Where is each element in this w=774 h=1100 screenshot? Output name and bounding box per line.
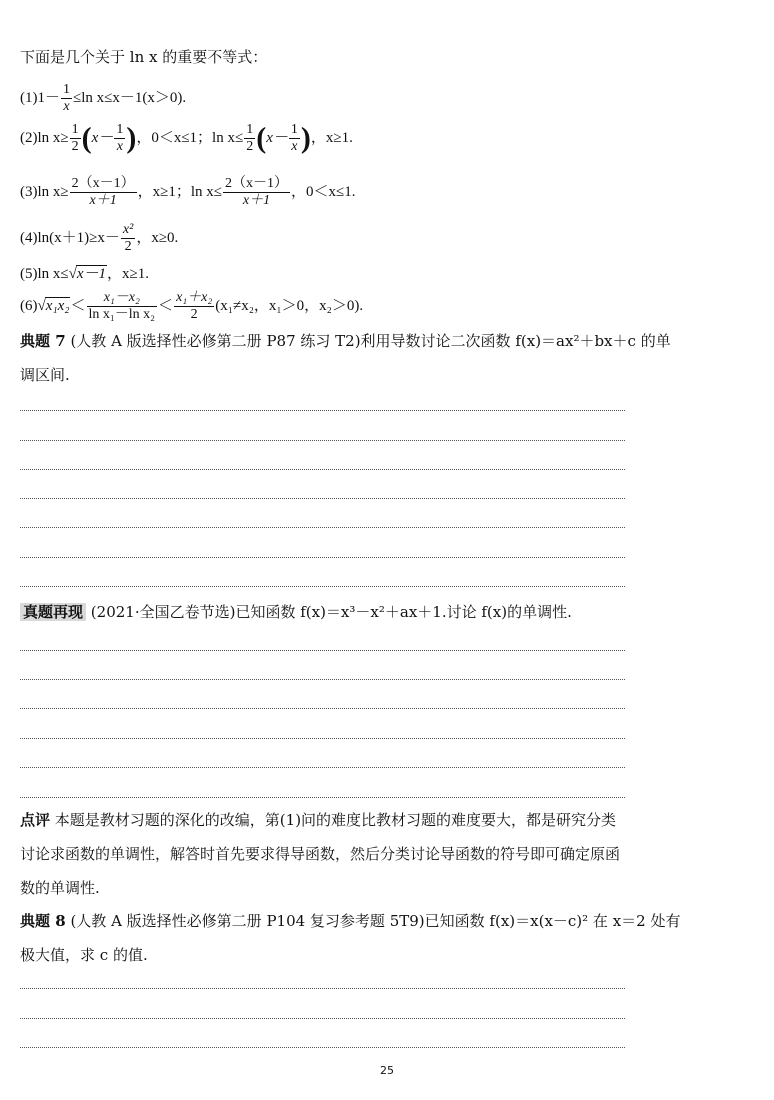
ineq-3-fraction-b xyxy=(223,176,290,209)
ineq-2-mid: ，0＜x≤1；ln x≤ xyxy=(136,129,244,146)
ineq-2-lead: (2)ln x≥ xyxy=(20,129,69,146)
paren-content: x－ xyxy=(91,129,114,146)
ineq-2-fraction-b xyxy=(114,122,125,155)
frac-num: x₁＋x₂ xyxy=(176,290,213,305)
ineq-5-lead: (5)ln x≤ xyxy=(20,266,69,282)
frac-num: 2（x－1） xyxy=(71,176,135,191)
frac-den: x＋1 xyxy=(242,193,271,208)
ineq-3-fraction-a xyxy=(70,176,137,209)
real-exam xyxy=(20,601,572,622)
answer-line[interactable] xyxy=(20,679,625,680)
frac-num: 2（x－1） xyxy=(225,176,289,191)
real-exam-label: 真题再现 xyxy=(20,603,86,621)
example-7-text-2: 调区间. xyxy=(20,366,70,384)
ineq-4-tail: ，x≥0. xyxy=(136,229,179,246)
right-paren: ) xyxy=(126,121,137,155)
frac-den: x xyxy=(63,99,70,114)
inequality-4 xyxy=(20,222,178,255)
ineq-6-fraction-a xyxy=(87,290,158,323)
inequality-6 xyxy=(20,290,363,323)
inequality-1 xyxy=(20,82,186,115)
frac-num: 1 xyxy=(63,82,70,97)
answer-line[interactable] xyxy=(20,527,625,528)
answer-line[interactable] xyxy=(20,440,625,441)
answer-line[interactable] xyxy=(20,469,625,470)
ineq-2-tail: ，x≥1. xyxy=(310,129,353,146)
frac-den: x＋1 xyxy=(89,193,117,208)
ineq-3-tail: ，0＜x≤1. xyxy=(291,183,356,200)
comment-text-3: 数的单调性. xyxy=(20,879,100,897)
frac-den: 2 xyxy=(71,139,79,154)
ineq-3-mid: ，x≥1；ln x≤ xyxy=(137,183,223,200)
example-8 xyxy=(20,904,700,972)
less-than: ＜ xyxy=(158,297,174,314)
less-than: ＜ xyxy=(70,297,86,314)
frac-den: ln x₁－ln x₂ xyxy=(88,307,156,322)
frac-den: x xyxy=(291,139,298,154)
answer-line[interactable] xyxy=(20,650,625,651)
answer-line[interactable] xyxy=(20,708,625,709)
example-8-text-1: (人教 A 版选择性必修第二册 P104 复习参考题 5T9)已知函数 f(x)＝x(x－c)² 在 x＝2 处有 xyxy=(70,912,681,930)
example-7 xyxy=(20,324,700,392)
paren-content: x－ xyxy=(266,129,288,146)
answer-line[interactable] xyxy=(20,797,625,798)
example-8-text-2: 极大值，求 c 的值. xyxy=(20,946,148,964)
answer-line[interactable] xyxy=(20,988,625,989)
page-number: 25 xyxy=(380,1064,394,1077)
comment-text-2: 讨论求函数的单调性，解答时首先要求得导函数，然后分类讨论导函数的符号即可确定原函 xyxy=(20,845,621,863)
frac-den: x xyxy=(116,139,123,154)
example-7-label: 典题 7 xyxy=(20,332,66,350)
comment xyxy=(20,803,700,905)
frac-den: 2 xyxy=(124,239,132,254)
ineq-6-tail: (x₁≠x₂，x₁＞0，x₂＞0). xyxy=(215,297,364,314)
sqrt-content: x－1 xyxy=(76,266,107,282)
left-paren: ( xyxy=(256,121,267,155)
sqrt-sign: √ xyxy=(37,297,46,314)
ineq-4-fraction xyxy=(121,222,135,255)
ineq-1-tail: ≤ln x≤x－1(x＞0). xyxy=(73,89,187,106)
frac-num: 1 xyxy=(71,122,79,137)
frac-num: 1 xyxy=(290,122,298,137)
inequality-2 xyxy=(20,122,353,155)
ineq-5-tail: ，x≥1. xyxy=(107,266,150,282)
sqrt-sign: √ xyxy=(68,266,77,282)
frac-num: 1 xyxy=(246,122,254,137)
ineq-2-fraction-a xyxy=(70,122,81,155)
answer-line[interactable] xyxy=(20,1047,625,1048)
frac-den: 2 xyxy=(246,139,254,154)
left-paren: ( xyxy=(81,121,92,155)
ineq-3-lead: (3)ln x≥ xyxy=(20,183,69,200)
example-8-label: 典题 8 xyxy=(20,912,66,930)
frac-num: x₁－x₂ xyxy=(87,290,158,307)
answer-line[interactable] xyxy=(20,738,625,739)
answer-line[interactable] xyxy=(20,557,625,558)
ineq-2-fraction-c xyxy=(244,122,255,155)
ineq-1-lead: (1)1－ xyxy=(20,89,60,106)
example-7-text-1: (人教 A 版选择性必修第二册 P87 练习 T2)利用导数讨论二次函数 f(x)＝ax²＋bx＋c 的单 xyxy=(70,332,671,350)
comment-text-1: 本题是教材习题的深化的改编，第(1)问的难度比教材习题的难度要大，都是研究分类 xyxy=(54,811,617,829)
ineq-1-fraction xyxy=(61,82,72,115)
inequality-3 xyxy=(20,176,356,209)
intro-text: 下面是几个关于 ln x 的重要不等式： xyxy=(20,48,268,66)
answer-line[interactable] xyxy=(20,1018,625,1019)
ineq-4-lead: (4)ln(x＋1)≥x－ xyxy=(20,229,120,246)
frac-den: 2 xyxy=(190,307,198,322)
ineq-6-lead: (6) xyxy=(20,297,38,314)
inequality-5 xyxy=(20,262,149,283)
frac-num: x² xyxy=(122,222,134,237)
answer-line[interactable] xyxy=(20,498,625,499)
answer-line[interactable] xyxy=(20,767,625,768)
comment-label: 点评 xyxy=(20,811,51,829)
answer-line[interactable] xyxy=(20,410,625,411)
answer-line[interactable] xyxy=(20,586,625,587)
real-exam-text: (2021·全国乙卷节选)已知函数 f(x)＝x³－x²＋ax＋1.讨论 f(x)的单调性. xyxy=(90,603,572,621)
right-paren: ) xyxy=(300,121,311,155)
ineq-2-fraction-d xyxy=(289,122,300,155)
sqrt-content: x₁x₂ xyxy=(45,297,70,314)
frac-num: 1 xyxy=(116,122,124,137)
ineq-6-fraction-b xyxy=(174,290,214,323)
